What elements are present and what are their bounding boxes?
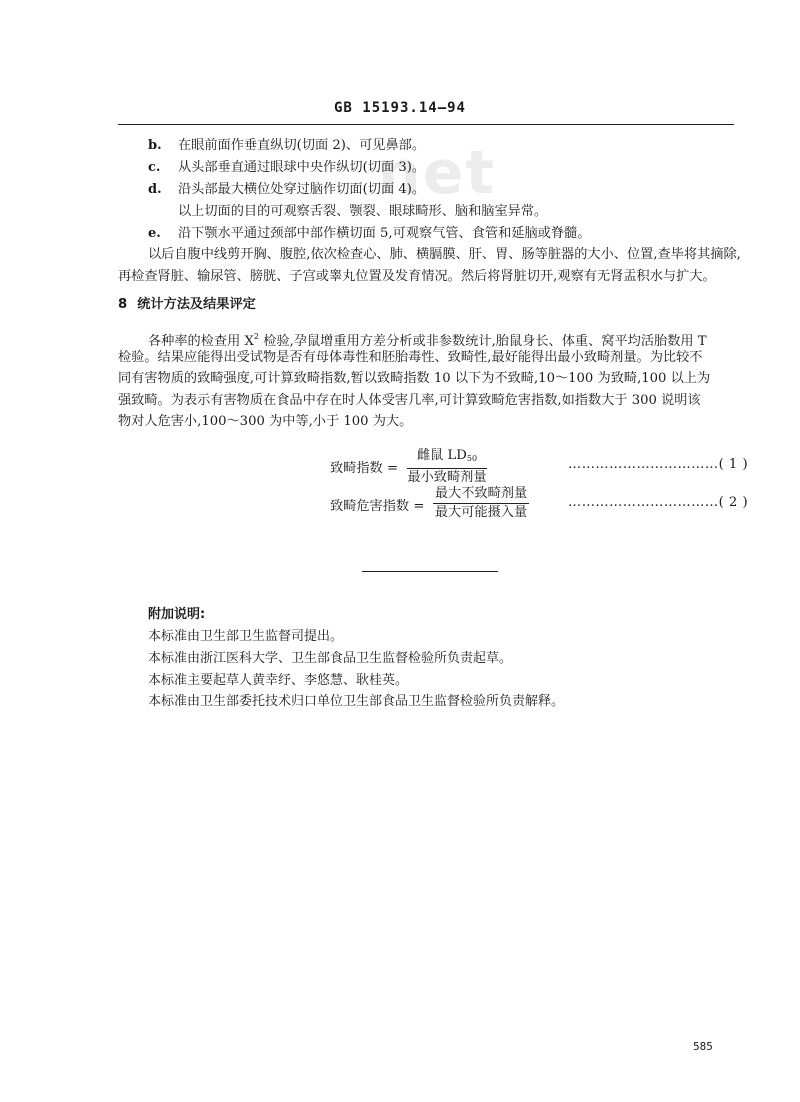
stats-text: 各种率的检查用 X <box>148 334 254 349</box>
item-text: 沿下颚水平通过颈部中部作横切面 5,可观察气管、食管和延脑或脊髓。 <box>178 226 591 241</box>
paragraph-line: 同有害物质的致畸强度,可计算致畸指数,暂以致畸指数 10 以下为不致畸,10～100 为致畸,100 以上为 <box>118 371 711 386</box>
denominator: 最小致畸剂量 <box>407 470 487 485</box>
note-line: 本标准由卫生部卫生监督司提出。 <box>148 629 344 644</box>
formula-hazard-index <box>330 486 749 522</box>
denominator: 最大可能摄入量 <box>434 505 528 520</box>
paragraph-line: 检验。结果应能得出受试物是否有母体毒性和胚胎毒性、致畸性,最好能得出最小致畸剂量。为比较不 <box>118 350 703 365</box>
page-number: 585 <box>693 1040 713 1053</box>
fraction-bar <box>407 468 487 469</box>
formula-teratogenic-index <box>330 448 749 485</box>
standard-code-header: GB 15193.14—94 <box>333 100 466 116</box>
stats-text: 检验,孕鼠增重用方差分析或非参数统计,胎鼠身长、体重、窝平均活胎数用 T <box>259 334 707 349</box>
item-text: 从头部垂直通过眼球中央作纵切(切面 3)。 <box>178 160 426 175</box>
paragraph-line: 再检查肾脏、输尿管、膀胱、子宫或睾丸位置及发育情况。然后将肾脏切开,观察有无肾盂积水与扩大。 <box>118 269 716 284</box>
notes-heading: 附加说明: <box>148 607 206 622</box>
item-text: 以上切面的目的可观察舌裂、颚裂、眼球畸形、脑和脑室异常。 <box>178 204 548 219</box>
item-letter: b. <box>148 138 162 153</box>
item-letter: d. <box>148 182 162 197</box>
end-divider <box>362 571 498 572</box>
fraction <box>407 448 487 486</box>
note-line: 本标准由浙江医科大学、卫生部食品卫生监督检验所负责起草。 <box>148 651 513 666</box>
paragraph-line: 物对人危害小,100～300 为中等,小于 100 为大。 <box>118 414 413 429</box>
equation-number: ……………………………( 1 ) <box>568 457 749 472</box>
section-title: 统计方法及结果评定 <box>137 297 256 312</box>
note-line: 本标准主要起草人黄幸纾、李悠慧、耿桂英。 <box>148 673 409 688</box>
formula-lhs: 致畸危害指数 = <box>330 499 425 514</box>
section-number: 8 <box>118 297 128 312</box>
watermark: net <box>378 138 497 208</box>
paragraph-line: 强致畸。为表示有害物质在食品中存在时人体受害几率,可计算致畸危害指数,如指数大于 300 说明该 <box>118 393 701 408</box>
numerator: 雌鼠 $LD_{50}$ <box>416 448 478 463</box>
section-heading <box>118 296 256 314</box>
item-letter: c. <box>148 160 161 175</box>
fraction-bar <box>433 503 529 504</box>
numerator: 最大不致畸剂量 <box>434 486 528 501</box>
equation-number: ……………………………( 2 ) <box>568 495 749 510</box>
item-letter: e. <box>148 226 161 241</box>
paragraph-line <box>148 328 707 351</box>
formula-lhs: 致畸指数 = <box>330 461 398 476</box>
item-text: 在眼前面作垂直纵切(切面 2)、可见鼻部。 <box>178 138 426 153</box>
superscript: 2 <box>253 332 259 341</box>
item-text: 沿头部最大横位处穿过脑作切面(切面 4)。 <box>178 182 426 197</box>
paragraph-line: 以后自腹中线剪开胸、腹腔,依次检查心、肺、横膈膜、肝、胃、肠等脏器的大小、位置,查毕将其摘除, <box>148 247 741 262</box>
fraction <box>433 486 529 521</box>
header-divider <box>118 124 734 125</box>
note-line: 本标准由卫生部委托技术归口单位卫生部食品卫生监督检验所负责解释。 <box>148 694 565 709</box>
